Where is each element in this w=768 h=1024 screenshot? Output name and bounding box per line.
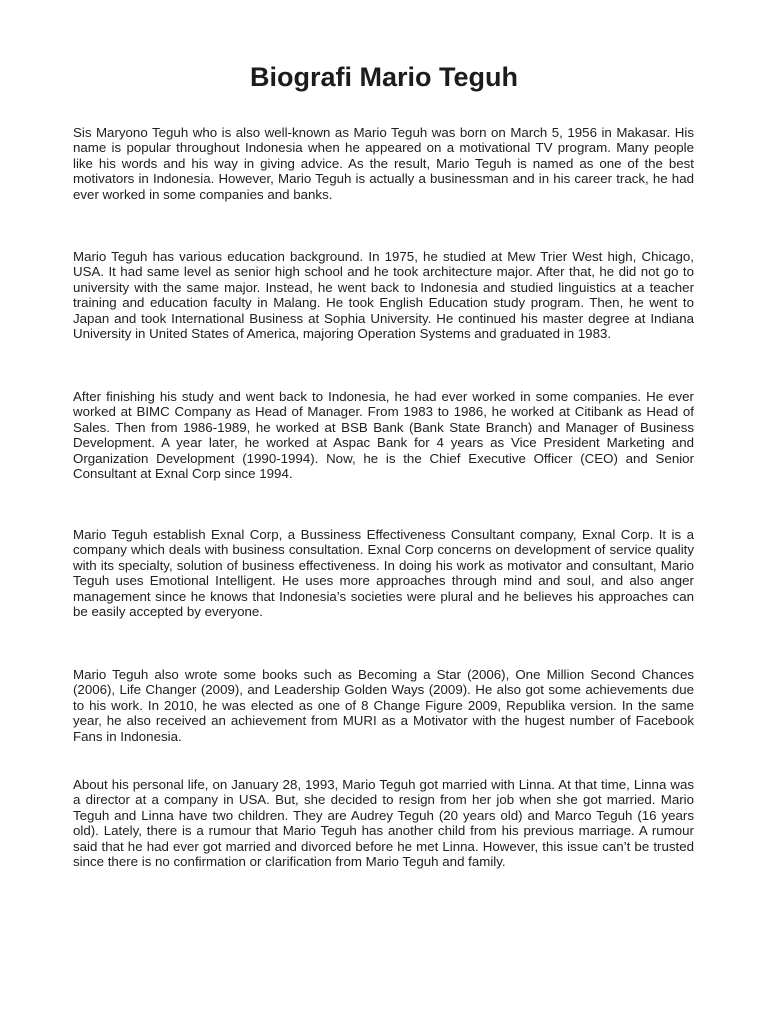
document-title: Biografi Mario Teguh	[250, 62, 518, 92]
paragraph-education: Mario Teguh has various education background. In 1975, he studied at Mew Trier West high, Chicago, USA. It had same level as senior high school and he took architecture major. After that, he did not go to university with the same major. Instead, he went back to Indonesia and studied linguistics at a teacher training and education faculty in Malang. He took English Education study program. Then, he went to Japan and took International Business at Sophia University. He continued his master degree at Indiana University in United States of America, majoring Operation Systems and graduated in 1983.	[73, 249, 694, 342]
paragraph-birth: Sis Maryono Teguh who is also well-known as Mario Teguh was born on March 5, 1956 in Makasar. His name is popular throughout Indonesia when he appeared on a motivational TV program. Many people like his words and his way in giving advice. As the result, Mario Teguh is named as one of the best motivators in Indonesia. However, Mario Teguh is actually a businessman and in his career track, he had ever worked in some companies and banks.	[73, 125, 694, 202]
paragraph-books-achievements: Mario Teguh also wrote some books such as Becoming a Star (2006), One Million Second Chances (2006), Life Changer (2009), and Leadership Golden Ways (2009). He also got some achievements due to his work. In 2010, he was elected as one of 8 Change Figure 2009, Republika version. In the same year, he also received an achievement from MURI as a Motivator with the hugest number of Facebook Fans in Indonesia.	[73, 667, 694, 744]
paragraph-exnal-corp: Mario Teguh establish Exnal Corp, a Bussiness Effectiveness Consultant company, Exnal Corp. It is a company which deals with business consultation. Exnal Corp concerns on development of service quality with its specialty, solution of business effectiveness. In doing his work as motivator and consultant, Mario Teguh uses Emotional Intelligent. He uses more approaches through mind and soul, and also anger management since he knows that Indonesia’s societies were plural and he believes his approaches can be easily accepted by everyone.	[73, 527, 694, 620]
paragraph-career: After finishing his study and went back to Indonesia, he had ever worked in some companies. He ever worked at BIMC Company as Head of Manager. From 1983 to 1986, he worked at Citibank as Head of Sales. Then from 1986-1989, he worked at BSB Bank (Bank State Branch) and Manager of Business Development. A year later, he worked at Aspac Bank for 4 years as Vice President Marketing and Organization Development (1990-1994). Now, he is the Chief Executive Officer (CEO) and Senior Consultant at Exnal Corp since 1994.	[73, 389, 694, 482]
paragraph-personal-life: About his personal life, on January 28, 1993, Mario Teguh got married with Linna. At that time, Linna was a director at a company in USA. But, she decided to resign from her job when she got married. Mario Teguh and Linna have two children. They are Audrey Teguh (20 years old) and Marco Teguh (16 years old). Lately, there is a rumour that Mario Teguh has another child from his previous marriage. A rumour said that he had ever got married and divorced before he met Linna. However, this issue can’t be trusted since there is no confirmation or clarification from Mario Teguh and family.	[73, 777, 694, 870]
